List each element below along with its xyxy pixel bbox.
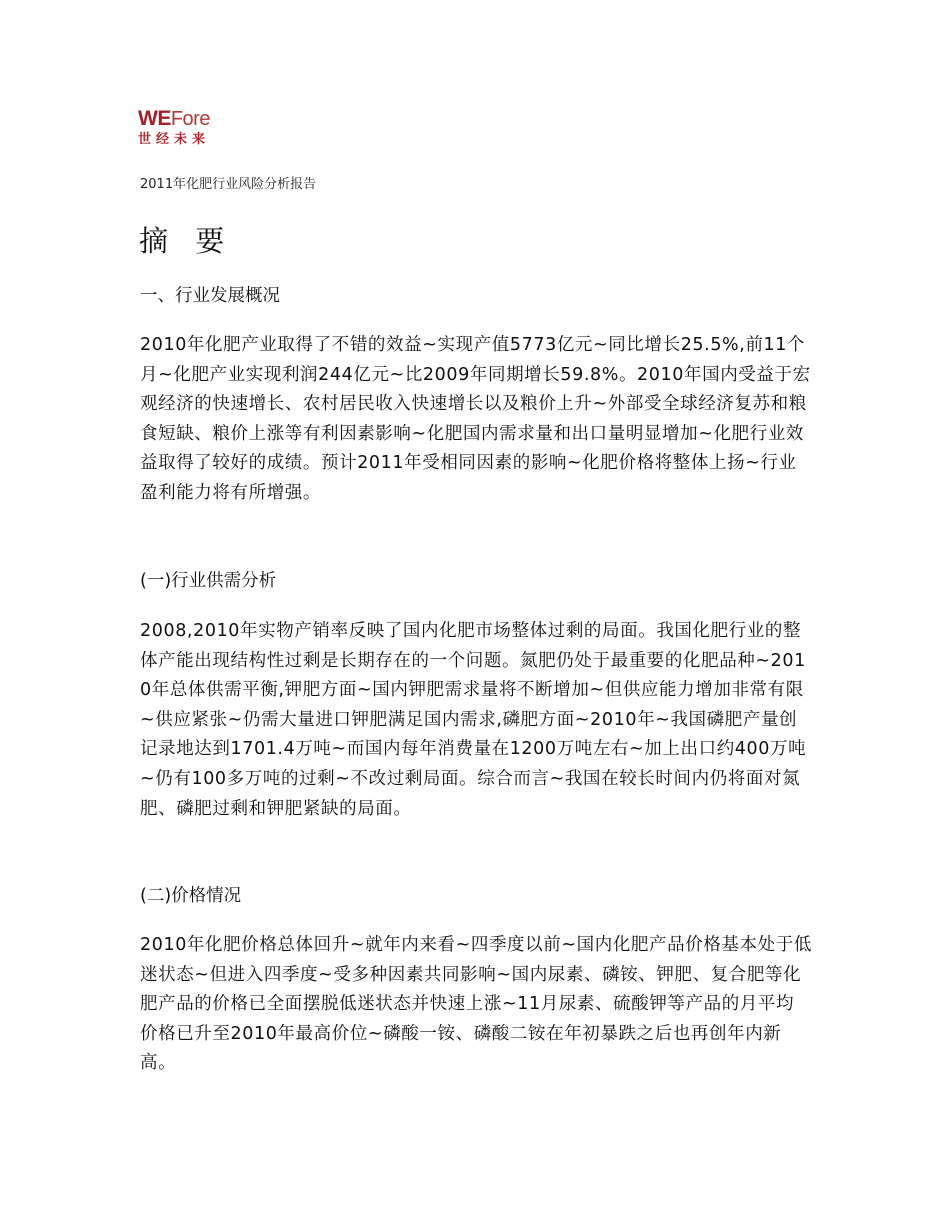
industry-overview-paragraph: 2010年化肥产业取得了不错的效益~实现产值5773亿元~同比增长25.5%,前11个月~化肥产业实现利润244亿元~比2009年同期增长59.8%。2010年国内受益于宏观经济的快速增长、农村居民收入快速增长以及粮价上升~外部受全球经济复苏和粮食短缺、粮价上涨等有利因素影响~化肥国内需求量和出口量明显增加~化肥行业效益取得了较好的成绩。预计2011年受相同因素的影响~化肥价格将整体上扬~行业盈利能力将有所增强。 <box>140 335 811 503</box>
logo-we-text: WE <box>138 107 171 130</box>
wefore-logo <box>138 108 236 154</box>
supply-demand-paragraph: 2008,2010年实物产销率反映了国内化肥市场整体过剩的局面。我国化肥行业的整体产能出现结构性过剩是长期存在的一个问题。氮肥仍处于最重要的化肥品种~2010年总体供需平衡,钾肥方面~国内钾肥需求量将不断增加~但供应能力增加非常有限~供应紧张~仍需大量进口钾肥满足国内需求,磷肥方面~2010年~我国磷肥产量创记录地达到1701.4万吨~而国内每年消费量在1200万吨左右~加上出口约400万吨~仍有100多万吨的过剩~不改过剩局面。综合而言~我国在较长时间内仍将面对氮肥、磷肥过剩和钾肥紧缺的局面。 <box>140 621 807 819</box>
logo-chinese-text: 世经未来 <box>138 132 211 147</box>
subsection-heading-supply-demand: (一)行业供需分析 <box>140 571 277 591</box>
price-paragraph: 2010年化肥价格总体回升~就年内来看~四季度以前~国内化肥产品价格基本处于低迷状态~但进入四季度~受多种因素共同影响~国内尿素、磷铵、钾肥、复合肥等化肥产品的价格已全面摆脱低迷状态并快速上涨~11月尿素、硫酸钾等产品的月平均价格已升至2010年最高价位~磷酸一铵、磷酸二铵在年初暴跌之后也再创年内新高。 <box>140 935 812 1074</box>
abstract-heading: 摘 要 <box>139 224 234 258</box>
report-title: 2011年化肥行业风险分析报告 <box>140 177 317 192</box>
section-heading-industry-overview: 一、行业发展概况 <box>140 286 280 306</box>
subsection-heading-price: (二)价格情况 <box>140 886 242 906</box>
logo-fore-text: Fore <box>170 108 210 130</box>
logo-wordmark <box>138 108 236 130</box>
